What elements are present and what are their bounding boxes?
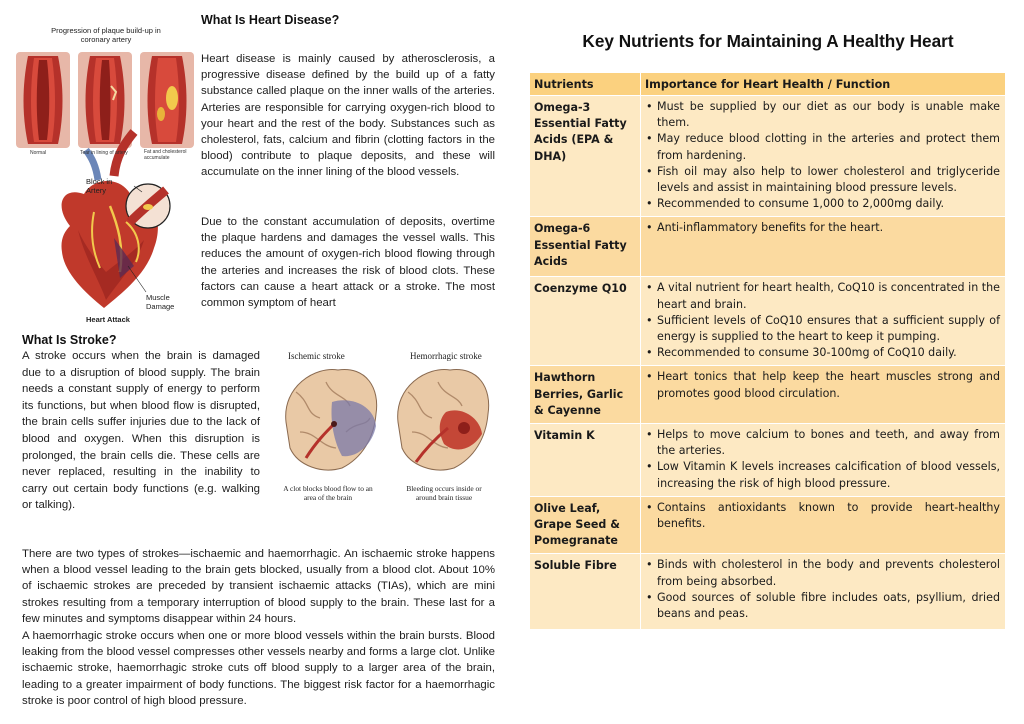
list-item [645,196,1000,212]
bullet-icon: • [646,500,653,514]
heart-attack-caption: Heart Attack [86,315,130,324]
list-item-text: Recommended to consume 1,000 to 2,000mg daily. [657,197,944,211]
list-item-text: Binds with cholesterol in the body and prevents cholesterol from being absorbed. [657,558,1000,588]
nutrient-name: Hawthorn Berries, Garlic & Cayenne [530,366,641,424]
list-item [645,131,1000,163]
table-row [530,554,1006,630]
bullet-icon: • [646,313,653,327]
stroke-types-paragraph: There are two types of strokes—ischaemic and haemorrhagic. An ischaemic stroke happens when a blood vessel leading to the brain gets blocked, usually from a blood clot. About 10% of ischaemic strokes are preceded by transient ischaemic attacks (TIAs), which are mini strokes resulting from a temporary interruption of blood supply to the brain. These last for a few minutes and symptoms disappear within 24 hours. [22,548,495,625]
nutrient-function [641,424,1006,497]
artery-panel-plaque [140,52,194,148]
stroke-paragraph-1: A stroke occurs when the brain is damaged due to a disruption of blood supply. The brain needs a constant supply of energy to perform its functions, but when blood flow is disrupted, the brain cells suffer injuries due to the lack of blood and oxygen. When this disruption is prolonged, the brain cells die. These cells are never replaced, resulting in the inability to carry out certain body functions (e.g. walking or talking). [22,350,260,512]
stroke-heading: What Is Stroke? [22,333,117,347]
list-item [645,459,1000,491]
bullet-icon: • [646,221,653,235]
column-header-importance: Importance for Heart Health / Function [641,73,1006,96]
hemorrhagic-stroke-caption: Bleeding occurs inside or around brain tissue [406,484,482,502]
list-item [645,164,1000,196]
nutrient-name: Omega-6 Essential Fatty Acids [530,217,641,277]
blocked-artery-inset [126,184,170,228]
heart-disease-paragraph-2: Due to the constant accumulation of deposits, overtime the plaque hardens and damages the vessel walls. This reduces the amount of oxygen-rich blood flowing through the arteries and increases the risk of blood clots. These factors can cause a heart attack or a stroke. The most common symptom of heart [201,216,495,310]
nutrient-name: Olive Leaf, Grape Seed & Pomegranate [530,496,641,554]
nutrient-function [641,496,1006,554]
list-item-text: Helps to move calcium to bones and teeth, and away from the arteries. [657,428,1000,458]
brain-stroke-illustration [276,362,492,482]
panel-label-normal: Normal [30,150,47,156]
list-item-text: Must be supplied by our diet as our body is unable make them. [657,100,1000,130]
table-row [530,496,1006,554]
ischemic-stroke-caption: A clot blocks blood flow to an area of the brain [283,484,373,502]
haemorrhagic-stroke-paragraph: A haemorrhagic stroke occurs when one or more blood vessels within the brain bursts. Blood leaking from the blood vessel compresses other vessels nearby and forms a large clot. Unlike ischaemic stroke, haemorrhagic stroke cuts off blood supply to a larger area of the brain, leading to a greater impairment of body functions. The biggest risk factor for a haemorrhagic stroke is poor control of high blood pressure. [22,630,495,707]
table-row [530,96,1006,217]
list-item [645,220,1000,236]
bullet-icon: • [646,370,653,384]
ischemic-brain [286,369,377,469]
table-header-row [530,73,1006,96]
bullet-icon: • [646,346,653,360]
nutrients-table-title: Key Nutrients for Maintaining A Healthy Heart [582,31,954,51]
heart-disease-heading: What Is Heart Disease? [201,13,340,27]
list-item-text: Good sources of soluble fibre includes oats, psyllium, dried beans and peas. [657,590,1000,621]
hemorrhagic-brain [398,369,489,469]
heart-disease-paragraph-1: Heart disease is mainly caused by atherosclerosis, a progressive disease defined by the build up of a fatty substance called plaque on the inner walls of the arteries. Arteries are responsible for carrying oxygen-rich blood to your heart and the rest of the body. Substances such as cholesterol, fats, calcium and fibrin (clotting factors in the blood) contribute to plaque deposits, and these will accumulate on the inner lining of the blood vessels. [201,53,495,179]
nutrient-name: Vitamin K [530,424,641,497]
list-item [645,313,1000,345]
list-item-text: Anti-inflammatory benefits for the heart. [657,221,884,235]
list-item [645,99,1000,131]
nutrient-name: Coenzyme Q10 [530,277,641,366]
muscle-damage-label: Muscle Damage [146,293,175,311]
nutrient-function [641,366,1006,424]
nutrients-table [529,72,1006,630]
table-row [530,424,1006,497]
nutrient-name: Omega-3 Essential Fatty Acids (EPA & DHA) [530,96,641,217]
hemorrhagic-stroke-label: Hemorrhagic stroke [410,351,482,361]
list-item-text: Low Vitamin K levels increases calcification of blood vessels, increasing the risk of high blood pressure. [657,460,1000,490]
block-in-artery-label: Block in Artery [86,177,113,195]
list-item [645,369,1000,401]
artery-panel-tear [78,52,132,148]
column-header-nutrients: Nutrients [530,73,641,96]
bullet-icon: • [646,164,653,178]
list-item [645,500,1000,532]
bullet-icon: • [646,558,653,572]
nutrient-function [641,554,1006,630]
bullet-icon: • [646,428,653,442]
bullet-icon: • [646,281,653,295]
panel-label-plaque: Fat and cholesterol accumulate [144,149,187,161]
table-row [530,217,1006,277]
list-item-text: Heart tonics that help keep the heart muscles strong and promotes good blood circulation. [657,370,1000,400]
artery-panel-normal [16,52,70,148]
bullet-icon: • [646,460,653,474]
list-item-text: Contains antioxidants known to provide heart-healthy benefits. [657,500,1000,531]
list-item [645,557,1000,589]
bullet-icon: • [646,100,653,113]
list-item-text: Fish oil may also help to lower cholesterol and triglyceride levels and assist in maintaining blood pressure levels. [657,164,1000,195]
nutrient-function [641,277,1006,366]
list-item [645,427,1000,459]
ischemic-stroke-label: Ischemic stroke [288,351,345,361]
bullet-icon: • [646,132,653,146]
bullet-icon: • [646,590,653,604]
list-item-text: May reduce blood clotting in the arteries and protect them from hardening. [657,132,1000,162]
table-row [530,366,1006,424]
list-item-text: Sufficient levels of CoQ10 ensures that a sufficient supply of energy is supplied to the heart to keep it pumping. [657,313,1000,344]
list-item [645,280,1000,312]
nutrient-function [641,96,1006,217]
nutrient-function [641,217,1006,277]
list-item [645,590,1000,622]
bullet-icon: • [646,197,653,211]
list-item-text: A vital nutrient for heart health, CoQ10 is concentrated in the heart and brain. [657,281,1000,311]
panel-label-tear: Tear in lining of artery [80,150,128,156]
nutrient-name: Soluble Fibre [530,554,641,630]
table-row [530,277,1006,366]
list-item [645,345,1000,361]
list-item-text: Recommended to consume 30-100mg of CoQ10 daily. [657,346,957,360]
artery-figure-title: Progression of plaque build-up in coronary artery [51,26,161,44]
